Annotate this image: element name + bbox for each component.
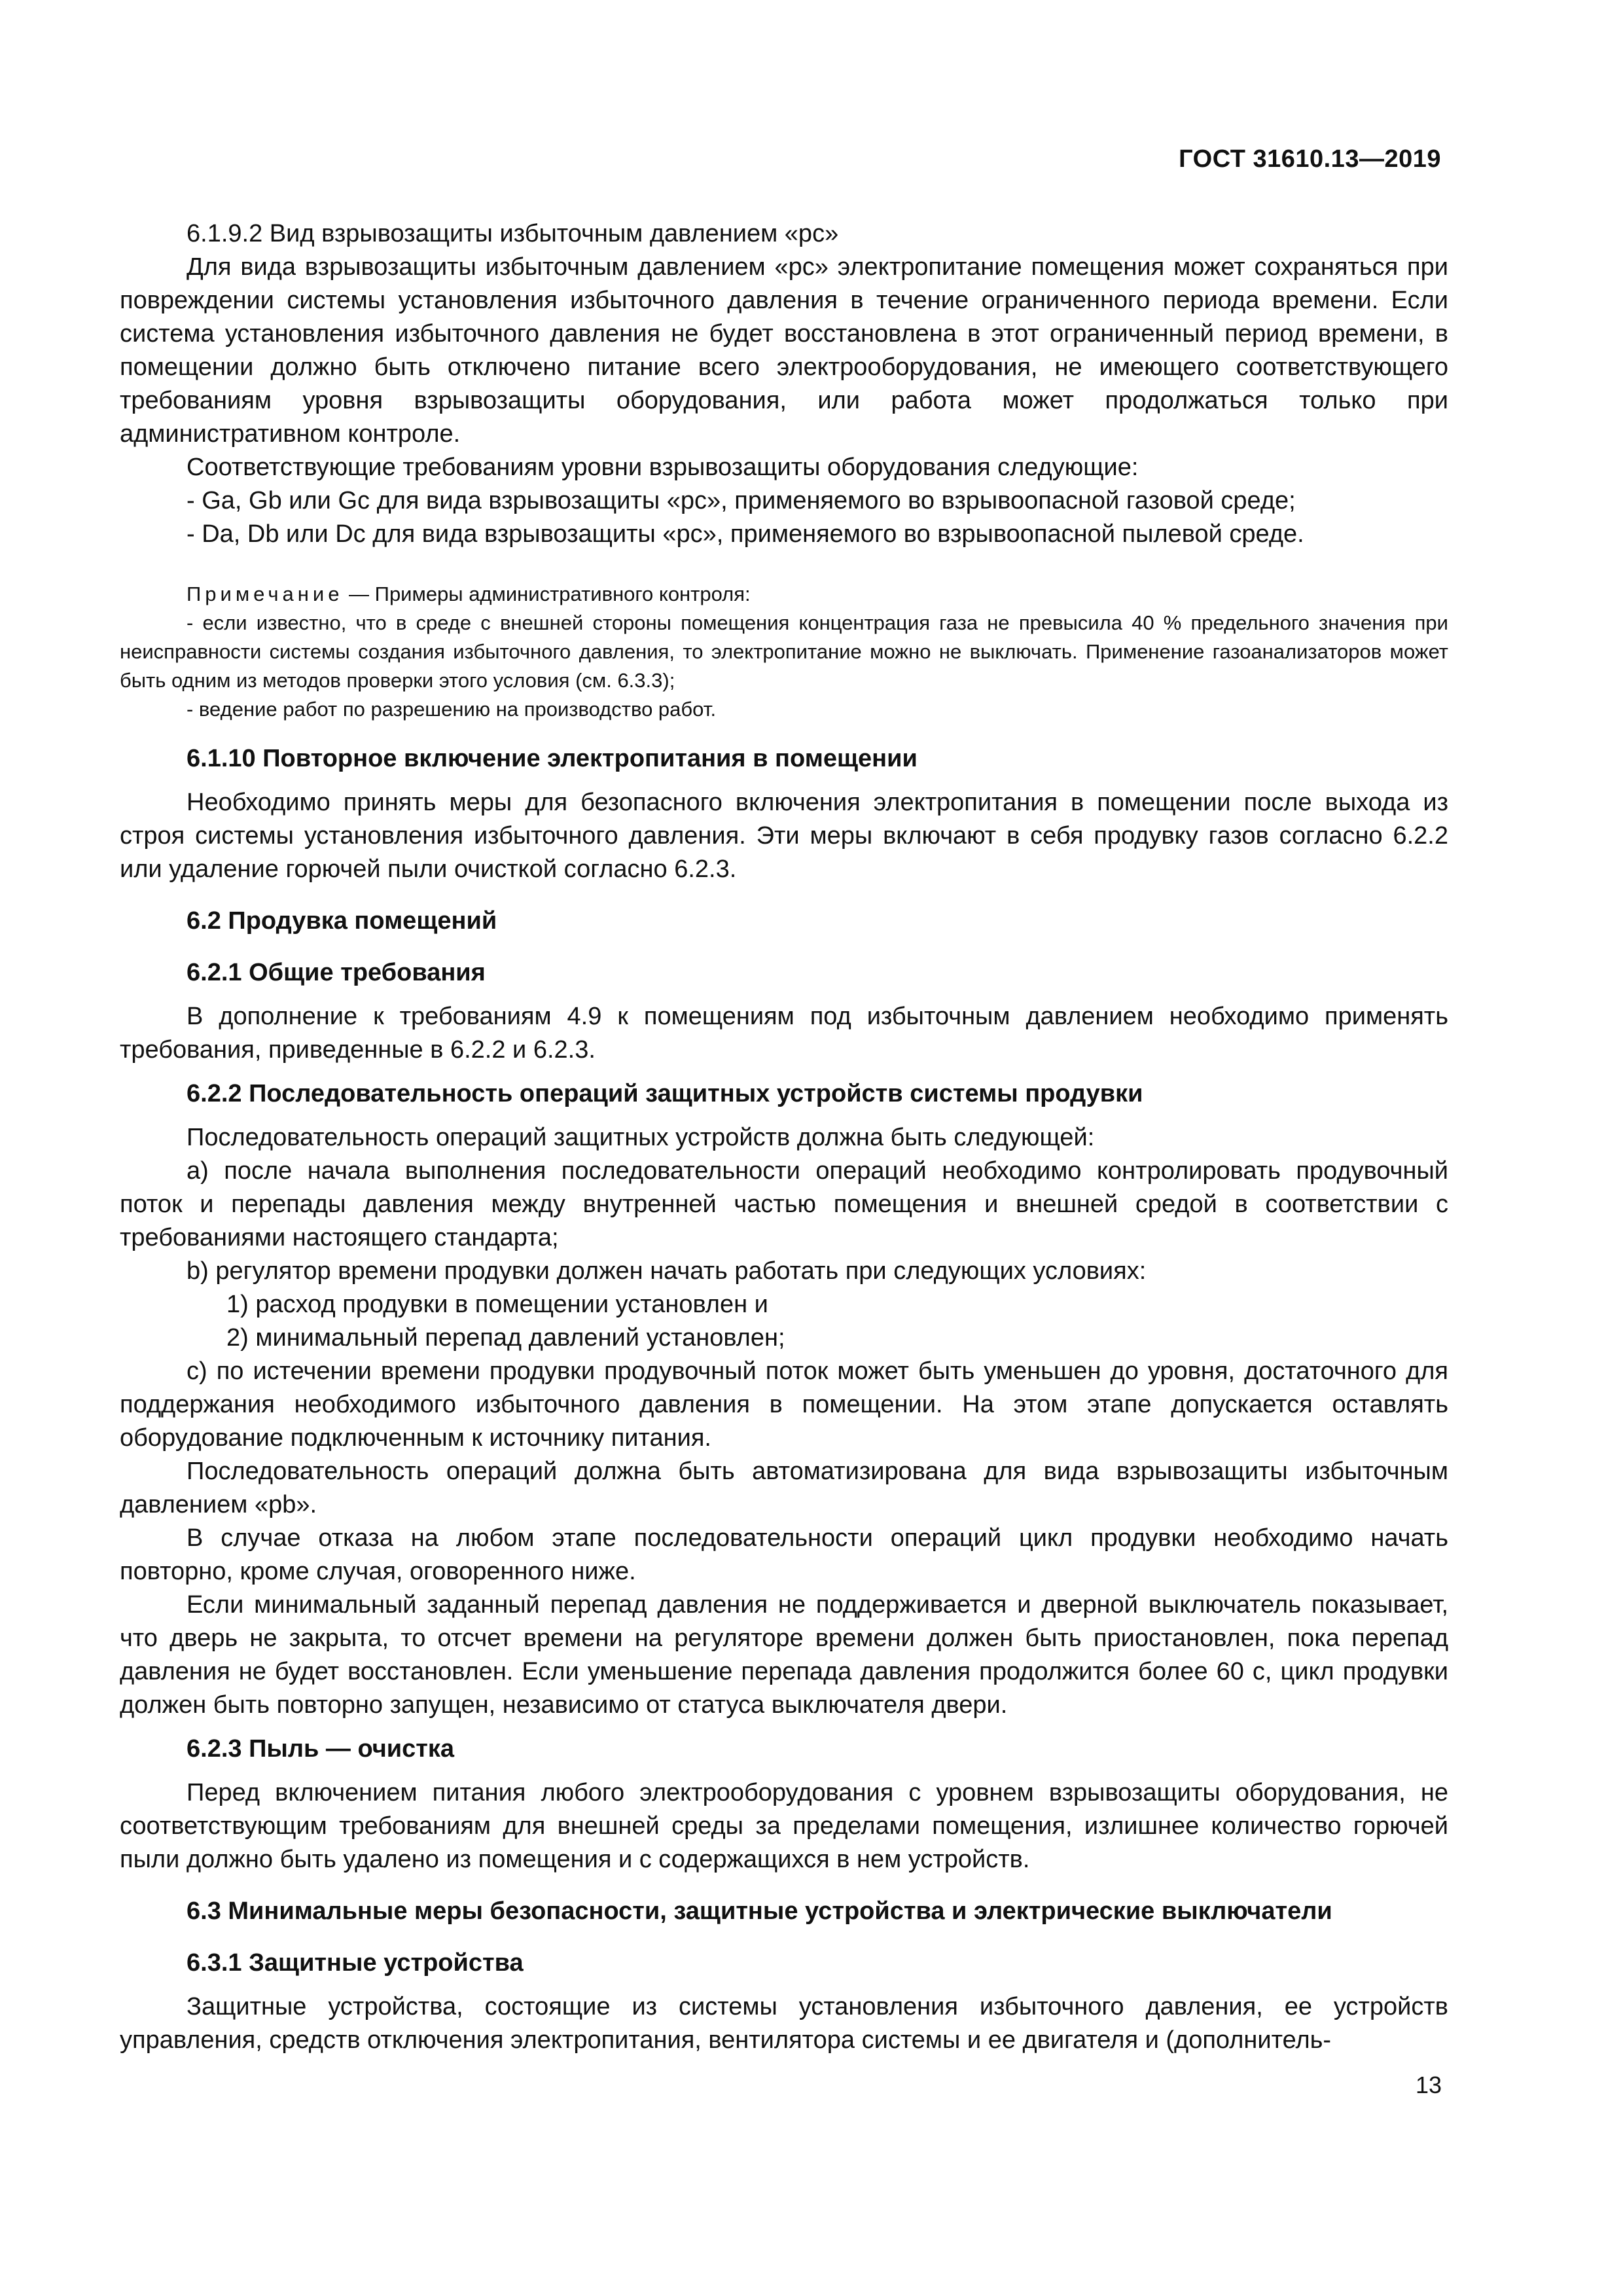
section-heading: 6.3.1 Защитные устройства bbox=[187, 1949, 524, 1977]
section-paragraph: В дополнение к требованиям 4.9 к помещениям под избыточным давлением необходимо применять требования, приведенные в 6.2.2 и 6.2.3. bbox=[120, 1003, 1448, 1064]
page-content bbox=[120, 217, 1448, 2057]
section-heading: 6.1.10 Повторное включение электропитания в помещении bbox=[187, 745, 918, 772]
note-intro-text: — Примеры административного контроля: bbox=[343, 583, 751, 605]
note-item: - если известно, что в среде с внешней стороны помещения концентрация газа не превысила 40 % предельного значения при неисправности системы создания избыточного давления, то электропитание можно не выключать. Применение газоанализаторов может быть одним из методов проверки этого условия (см. 6.3.3); bbox=[120, 611, 1448, 692]
section-heading: 6.2 Продувка помещений bbox=[187, 907, 497, 935]
section-heading: 6.2.2 Последовательность операций защитных устройств системы продувки bbox=[187, 1080, 1143, 1107]
note-label: Примечание bbox=[187, 583, 344, 605]
list-item: b) регулятор времени продувки должен начать работать при следующих условиях: bbox=[187, 1257, 1147, 1285]
section-heading: 6.3 Минимальные меры безопасности, защитные устройства и электрические выключатели bbox=[187, 1897, 1332, 1925]
list-item: a) после начала выполнения последовательности операций необходимо контролировать продувочный поток и перепады давления между внутренней частью помещения и внешней средой в соответствии с требованиями настоящего стандарта; bbox=[120, 1157, 1448, 1251]
note-item: - ведение работ по разрешению на производство работ. bbox=[187, 698, 717, 721]
section-6-1-9-2-paragraph: Соответствующие требованиям уровни взрывозащиты оборудования следующие: bbox=[187, 454, 1139, 481]
section-heading: 6.2.1 Общие требования bbox=[187, 959, 486, 986]
section-paragraph: В случае отказа на любом этапе последовательности операций цикл продувки необходимо начать повторно, кроме случая, оговоренного ниже. bbox=[120, 1524, 1448, 1585]
standard-header: ГОСТ 31610.13—2019 bbox=[1179, 145, 1441, 173]
list-item: c) по истечении времени продувки продувочный поток может быть уменьшен до уровня, достаточного для поддержания необходимого избыточного давления в помещении. На этом этапе допускается оставлять оборудование подключенным к источнику питания. bbox=[120, 1357, 1448, 1452]
sub-list-item: 2) минимальный перепад давлений установлен; bbox=[226, 1324, 785, 1352]
section-heading: 6.2.3 Пыль — очистка bbox=[187, 1735, 455, 1763]
section-paragraph: Последовательность операций защитных устройств должна быть следующей: bbox=[187, 1124, 1095, 1151]
section-paragraph: Если минимальный заданный перепад давления не поддерживается и дверной выключатель показывает, что дверь не закрыта, то отсчет времени на регуляторе времени должен быть приостановлен, пока перепад давления не будет восстановлен. Если уменьшение перепада давления продолжится более 60 с, цикл продувки должен быть повторно запущен, независимо от статуса выключателя двери. bbox=[120, 1591, 1448, 1719]
section-paragraph: Последовательность операций должна быть автоматизирована для вида взрывозащиты избыточным давлением «pb». bbox=[120, 1458, 1448, 1518]
list-item: - Da, Db или Dc для вида взрывозащиты «рс», применяемого во взрывоопасной пылевой среде. bbox=[187, 520, 1304, 548]
list-item: - Ga, Gb или Gc для вида взрывозащиты «рс», применяемого во взрывоопасной газовой среде; bbox=[187, 487, 1296, 514]
section-paragraph: Перед включением питания любого электрооборудования с уровнем взрывозащиты оборудования, не соответствующим требованиям для внешней среды за пределами помещения, излишнее количество горючей пыли должно быть удалено из помещения и с содержащихся в нем устройств. bbox=[120, 1779, 1448, 1873]
note-intro bbox=[120, 580, 1448, 609]
section-6-1-9-2-paragraph: Для вида взрывозащиты избыточным давлением «рс» электропитание помещения может сохраняться при повреждении системы установления избыточного давления в течение ограниченного периода времени. Если система установления избыточного давления не будет восстановлена в этот ограниченный период времени, в помещении должно быть отключено питание всего электрооборудования, не имеющего соответствующего требованиям уровня взрывозащиты оборудования, или работа может продолжаться только при административном контроле. bbox=[120, 253, 1448, 448]
note-block bbox=[120, 580, 1448, 724]
section-6-1-9-2-title: 6.1.9.2 Вид взрывозащиты избыточным давлением «рс» bbox=[187, 220, 839, 247]
page-number: 13 bbox=[1415, 2072, 1442, 2098]
section-paragraph: Защитные устройства, состоящие из системы установления избыточного давления, ее устройств управления, средств отключения электропитания, вентилятора системы и ее двигателя и (дополнитель- bbox=[120, 1993, 1448, 2054]
section-paragraph: Необходимо принять меры для безопасного включения электропитания в помещении после выхода из строя системы установления избыточного давления. Эти меры включают в себя продувку газов согласно 6.2.2 или удаление горючей пыли очисткой согласно 6.2.3. bbox=[120, 789, 1448, 883]
sub-list-item: 1) расход продувки в помещении установлен и bbox=[226, 1291, 768, 1318]
